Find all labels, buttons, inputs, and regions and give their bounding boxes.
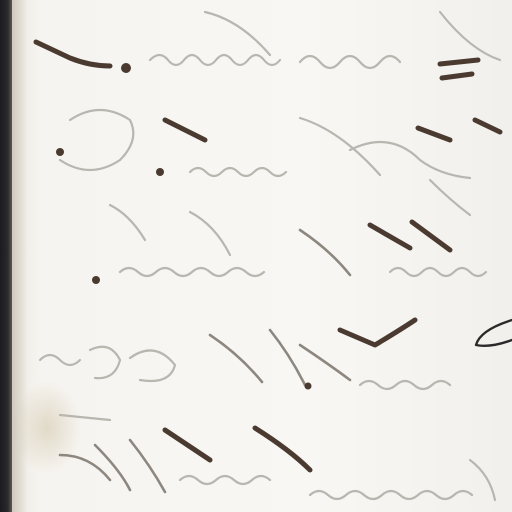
- handwritten-line-2: [56, 110, 500, 178]
- handwritten-line-1: [36, 12, 500, 78]
- handwritten-line-5: [60, 415, 495, 500]
- handwritten-line-3: [92, 180, 486, 284]
- handwritten-line-4: [40, 320, 512, 390]
